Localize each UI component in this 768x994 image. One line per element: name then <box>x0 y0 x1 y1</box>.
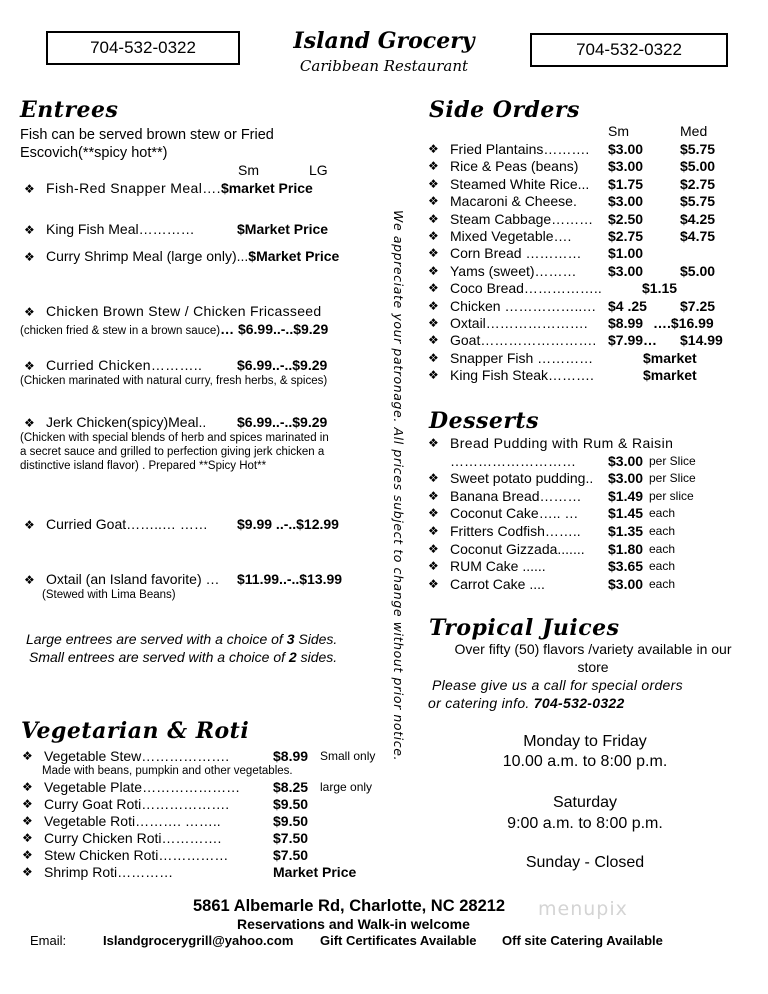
footer-address: 5861 Albemarle Rd, Charlotte, NC 28212 <box>193 897 506 915</box>
dessert-name: Bread Pudding with Rum & Raisin <box>450 435 674 451</box>
vegetarian-name: Stew Chicken Roti…………… <box>44 847 229 863</box>
restaurant-subtitle: Caribbean Restaurant <box>299 57 469 75</box>
bullet-diamond-icon: ❖ <box>428 246 439 261</box>
hours-weekday-label: Monday to Friday <box>523 733 647 750</box>
bullet-diamond-icon: ❖ <box>24 223 35 237</box>
vegetarian-name: Shrimp Roti………… <box>44 864 174 880</box>
bullet-diamond-icon: ❖ <box>428 350 439 365</box>
bullet-diamond-icon: ❖ <box>428 368 439 383</box>
entrees-note-large: Large entrees are served with a choice of 3 Sides. <box>26 631 338 647</box>
bullet-diamond-icon: ❖ <box>428 333 439 348</box>
dessert-row <box>428 453 758 470</box>
entrees-note-small: Small entrees are served with a choice of 2 sides. <box>29 649 338 665</box>
side-order-sm-price: $3.00 <box>608 262 644 279</box>
footer-email[interactable]: Islandgrocerygrill@yahoo.com <box>103 933 294 948</box>
dessert-price: $1.35 <box>608 523 644 539</box>
side-order-row <box>428 350 758 367</box>
vegetarian-name: Vegetable Roti………. …….. <box>44 813 221 829</box>
entree-desc: (Chicken with special blends of herb and spices marinated in <box>20 432 329 444</box>
bullet-diamond-icon: ❖ <box>24 416 35 430</box>
dessert-price: $3.00 <box>608 470 644 487</box>
dessert-unit: each <box>649 524 676 538</box>
entree-price: $6.99..-..$9.29 <box>237 414 328 430</box>
side-order-med-price: $market <box>643 349 697 366</box>
bullet-diamond-icon: ❖ <box>22 865 33 879</box>
entree-price: $6.99..-..$9.29 <box>237 357 328 373</box>
bullet-diamond-icon: ❖ <box>428 211 439 226</box>
dessert-row <box>428 435 758 452</box>
dessert-unit: per Slice <box>649 453 696 468</box>
side-order-sm-price: $2.75 <box>608 228 644 244</box>
side-order-row <box>428 228 758 245</box>
side-order-med-price: $5.75 <box>680 193 716 210</box>
bullet-diamond-icon: ❖ <box>24 573 35 587</box>
bullet-diamond-icon: ❖ <box>428 159 439 174</box>
juices-line-4: or catering info. 704-532-0322 <box>428 695 625 711</box>
restaurant-title: Island Grocery <box>293 28 475 54</box>
vegetarian-note: large only <box>320 780 373 794</box>
entrees-intro-1: Fish can be served brown stew or Fried <box>20 127 274 143</box>
vegetarian-row <box>22 748 392 765</box>
entree-item: ❖ Curried Goat……..… …… <box>24 516 208 532</box>
vegetarian-name: Curry Goat Roti………………. <box>44 796 230 812</box>
vegetarian-row <box>22 813 392 830</box>
dessert-unit: each <box>649 506 676 521</box>
side-order-name: Corn Bread ………… <box>450 245 582 262</box>
side-order-row <box>428 298 758 315</box>
hours-saturday: 9:00 a.m. to 8:00 p.m. <box>507 815 663 832</box>
bullet-diamond-icon: ❖ <box>428 471 439 486</box>
vegetarian-row <box>22 779 392 796</box>
entree-item: (chicken fried & stew in a brown sauce)… $6.99..-..$9.29 <box>20 321 329 337</box>
dessert-name: ……………………… <box>450 452 576 469</box>
side-order-sm-price: $1.75 <box>608 175 644 192</box>
bullet-diamond-icon: ❖ <box>428 281 439 296</box>
side-order-med-price: $5.00 <box>680 158 716 175</box>
bullet-diamond-icon: ❖ <box>22 848 33 862</box>
dessert-name: Fritters Codfish…….. <box>450 523 581 539</box>
side-order-row <box>428 141 758 158</box>
side-order-sm-price: $8.99 <box>608 315 644 331</box>
dessert-name: Coconut Gizzada....... <box>450 540 585 557</box>
side-order-med-price: $4.25 <box>680 210 716 227</box>
side-order-sm-price: $7.99… <box>608 332 658 349</box>
entrees-col-sm: Sm <box>238 162 259 178</box>
side-order-sm-price: $1.00 <box>608 245 644 262</box>
side-order-name: Steamed White Rice... <box>450 175 590 192</box>
side-order-sm-price: $4 .25 <box>608 297 647 314</box>
side-order-row <box>428 176 758 193</box>
juices-heading: Tropical Juices <box>429 615 620 641</box>
hours-weekday: 10.00 a.m. to 8:00 p.m. <box>502 753 668 770</box>
vegetarian-price: $7.50 <box>273 847 309 863</box>
vegetarian-row <box>22 864 392 881</box>
bullet-diamond-icon: ❖ <box>428 576 439 591</box>
bullet-diamond-icon: ❖ <box>428 559 439 574</box>
side-order-sm-price: $3.00 <box>608 141 644 157</box>
side-order-name: Mixed Vegetable…. <box>450 228 572 244</box>
vegetarian-price: $9.50 <box>273 796 309 812</box>
dessert-price: $1.45 <box>608 505 644 522</box>
side-col-sm: Sm <box>608 123 629 139</box>
desserts-heading: Desserts <box>429 408 539 434</box>
side-order-sm-price: $3.00 <box>608 193 644 210</box>
entree-desc: distinctive island flavor) . Prepared **Spicy Hot** <box>20 460 267 472</box>
vegetarian-price: $8.99 <box>273 748 309 764</box>
bullet-diamond-icon: ❖ <box>24 305 35 319</box>
side-order-med-price: $5.75 <box>680 141 716 157</box>
footer-email-label: Email: <box>30 933 67 948</box>
hours-saturday-label: Saturday <box>552 794 618 811</box>
dessert-price: $3.00 <box>608 575 644 592</box>
entree-price: $9.99 ..-..$12.99 <box>237 516 339 532</box>
entree-item: ❖ Curry Shrimp Meal (large only)...$Market Price <box>24 248 340 264</box>
side-order-name: Snapper Fish ………… <box>450 349 594 366</box>
dessert-name: Banana Bread……… <box>450 487 582 504</box>
entree-item: ❖ King Fish Meal………… <box>24 221 195 237</box>
side-order-name: Steam Cabbage……… <box>450 210 594 227</box>
dessert-name: Carrot Cake .... <box>450 575 545 592</box>
side-order-med-price: $4.75 <box>680 228 716 244</box>
dessert-unit: per slice <box>649 488 694 503</box>
dessert-price: $3.00 <box>608 452 644 469</box>
footer-reservations: Reservations and Walk-in welcome <box>237 916 470 932</box>
side-order-name: King Fish Steak………. <box>450 367 594 384</box>
bullet-diamond-icon: ❖ <box>428 541 439 556</box>
side-order-row <box>428 211 758 228</box>
bullet-diamond-icon: ❖ <box>428 506 439 521</box>
vegetarian-row <box>22 847 392 864</box>
side-orders-heading: Side Orders <box>429 97 580 123</box>
bullet-diamond-icon: ❖ <box>428 142 439 156</box>
bullet-diamond-icon: ❖ <box>22 797 33 811</box>
bullet-diamond-icon: ❖ <box>428 488 439 503</box>
entree-desc: (Stewed with Lima Beans) <box>42 589 176 601</box>
bullet-diamond-icon: ❖ <box>428 229 439 243</box>
vegetarian-row <box>22 796 392 813</box>
bullet-diamond-icon: ❖ <box>428 436 439 450</box>
bullet-diamond-icon: ❖ <box>22 749 33 763</box>
side-order-name: Macaroni & Cheese. <box>450 193 577 210</box>
vegetable-stew-desc: Made with beans, pumpkin and other vegetables. <box>42 765 293 777</box>
dessert-name: Sweet potato pudding.. <box>450 470 594 487</box>
bullet-diamond-icon: ❖ <box>22 814 33 828</box>
dessert-price: $1.49 <box>608 487 644 504</box>
entree-price: $11.99..-..$13.99 <box>237 571 343 587</box>
dessert-unit: each <box>649 559 676 574</box>
dessert-price: $3.65 <box>608 558 644 575</box>
bullet-diamond-icon: ❖ <box>428 194 439 209</box>
vegetarian-price: $8.25 <box>273 779 309 795</box>
entree-price: $Market Price <box>237 221 329 237</box>
side-order-name: Chicken ……………..… <box>450 297 597 314</box>
side-order-row <box>428 263 758 280</box>
side-order-row <box>428 367 758 384</box>
vegetarian-name: Curry Chicken Roti…………. <box>44 830 222 846</box>
vegetarian-price: Market Price <box>273 864 357 880</box>
dessert-row <box>428 523 758 540</box>
footer-gift: Gift Certificates Available <box>320 933 477 948</box>
juices-line-3: Please give us a call for special orders <box>432 677 683 693</box>
bullet-diamond-icon: ❖ <box>24 250 35 264</box>
dessert-row <box>428 558 758 575</box>
side-order-name: Goat……………………. <box>450 332 597 349</box>
dessert-unit: per Slice <box>649 471 696 486</box>
juices-line-1: Over fifty (50) flavors /variety available in our <box>454 641 732 657</box>
entree-item: ❖ Jerk Chicken(spicy)Meal.. <box>24 414 207 430</box>
side-order-row <box>428 193 758 210</box>
side-order-med-price: $2.75 <box>680 175 716 192</box>
dessert-row <box>428 470 758 487</box>
entree-item: ❖ Chicken Brown Stew / Chicken Fricasseed <box>24 303 322 319</box>
bullet-diamond-icon: ❖ <box>22 831 33 845</box>
phone-left: 704-532-0322 <box>90 38 196 57</box>
entrees-heading: Entrees <box>20 97 119 123</box>
entrees-col-lg: LG <box>309 162 328 178</box>
vegetarian-note: Small only <box>320 749 376 763</box>
side-order-row <box>428 315 758 332</box>
entree-item: ❖ Curried Chicken……….. <box>24 357 203 373</box>
dessert-name: RUM Cake ...... <box>450 558 546 575</box>
side-order-row <box>428 158 758 175</box>
phone-right: 704-532-0322 <box>576 40 682 59</box>
side-order-med-price: $7.25 <box>680 297 716 314</box>
entrees-intro-2: Escovich(**spicy hot**) <box>20 145 168 161</box>
vegetarian-name: Vegetable Stew………………. <box>44 748 230 764</box>
side-order-sm-price: $1.15 <box>642 280 678 297</box>
entree-desc: (Chicken marinated with natural curry, fresh herbs, & spices) <box>20 375 328 387</box>
entree-item: ❖ Oxtail (an Island favorite) … <box>24 571 220 587</box>
vegetarian-name: Vegetable Plate………………… <box>44 779 241 795</box>
juices-line-2: store <box>577 659 609 675</box>
side-order-med-price: ….$16.99 <box>653 315 714 331</box>
side-col-med: Med <box>680 123 708 139</box>
dessert-row <box>428 505 758 522</box>
menupix-watermark: menupix <box>538 898 628 920</box>
side-order-row <box>428 332 758 349</box>
bullet-diamond-icon: ❖ <box>428 316 439 330</box>
vegetarian-row <box>22 830 392 847</box>
dessert-row <box>428 541 758 558</box>
vertical-patronage-note: We appreciate your patronage. All prices subject to change without prior notice. <box>391 210 406 762</box>
side-order-med-price: $5.00 <box>680 262 716 279</box>
vegetarian-price: $9.50 <box>273 813 309 829</box>
side-order-name: Fried Plantains………. <box>450 141 590 157</box>
entree-item: ❖ Fish-Red Snapper Meal….$market Price <box>24 180 313 196</box>
bullet-diamond-icon: ❖ <box>428 263 439 278</box>
bullet-diamond-icon: ❖ <box>24 182 35 196</box>
vegetarian-heading: Vegetarian & Roti <box>21 718 250 744</box>
side-order-med-price: $market <box>643 367 697 384</box>
side-order-med-price: $14.99 <box>680 332 723 349</box>
dessert-name: Coconut Cake….. … <box>450 505 579 522</box>
bullet-diamond-icon: ❖ <box>428 298 439 313</box>
bullet-diamond-icon: ❖ <box>428 176 439 191</box>
side-order-name: Rice & Peas (beans) <box>450 158 579 175</box>
hours-sunday: Sunday - Closed <box>525 854 645 871</box>
side-order-sm-price: $3.00 <box>608 158 644 175</box>
bullet-diamond-icon: ❖ <box>428 524 439 538</box>
bullet-diamond-icon: ❖ <box>24 359 35 373</box>
bullet-diamond-icon: ❖ <box>22 780 33 794</box>
side-order-row <box>428 245 758 262</box>
entree-desc: a secret sauce and grilled to perfection giving jerk chicken a <box>20 446 325 458</box>
dessert-row <box>428 576 758 593</box>
footer-catering: Off site Catering Available <box>502 933 663 948</box>
side-order-name: Coco Bread…………….. <box>450 280 602 297</box>
dessert-row <box>428 488 758 505</box>
side-order-name: Yams (sweet)……… <box>450 262 577 279</box>
side-order-name: Oxtail…………………. <box>450 315 588 331</box>
dessert-price: $1.80 <box>608 540 644 557</box>
bullet-diamond-icon: ❖ <box>24 518 35 532</box>
side-order-sm-price: $2.50 <box>608 210 644 227</box>
vegetarian-price: $7.50 <box>273 830 309 846</box>
dessert-unit: each <box>649 541 676 556</box>
dessert-unit: each <box>649 576 676 591</box>
side-order-row <box>428 280 758 297</box>
